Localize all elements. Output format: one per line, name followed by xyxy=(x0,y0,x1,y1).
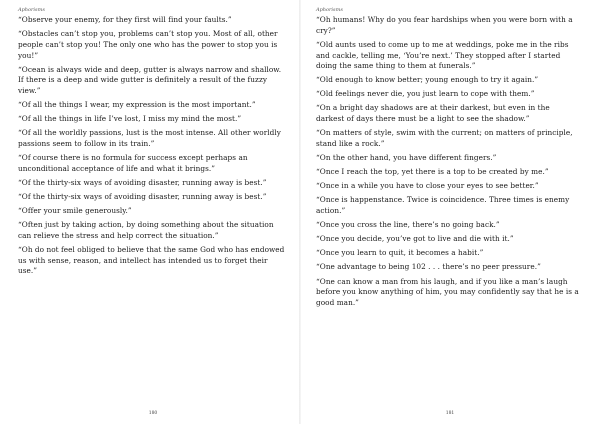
quote: “On the other hand, you have different fingers.” xyxy=(316,153,497,163)
quote: “Ocean is always wide and deep, gutter is always narrow and shallow. If there is a deep and wide gutter is definitely a result of the fuzzy view.” xyxy=(18,64,282,95)
running-head: Aphorisms xyxy=(18,7,45,13)
quote: “On a bright day shadows are at their darkest, but even in the darkest of days there must be a light to see the shadow.” xyxy=(316,103,550,124)
right-page xyxy=(300,0,600,424)
quote: “One can know a man from his laugh, and if you like a man’s laugh before you know anything of him, you may confidently say that he is a good man.” xyxy=(316,276,579,307)
quote: “Observe your enemy, for they first will find your faults.” xyxy=(18,15,232,24)
quote: “On matters of style, swim with the current; on matters of principle, stand like a rock.” xyxy=(316,128,573,148)
quote: “Of all the worldly passions, lust is the most intense. All other worldly passions seem to follow in its train.” xyxy=(18,128,281,148)
quote: “Old enough to know better; young enough to try it again.” xyxy=(316,75,539,85)
running-head: Aphorisms xyxy=(316,7,343,13)
quote: “One advantage to being 102 . . . there’s no peer pressure.” xyxy=(316,262,541,272)
quote: “Once you learn to quit, it becomes a habit.” xyxy=(316,248,484,258)
quote: “Old feelings never die, you just learn to cope with them.” xyxy=(316,89,535,99)
quote: “Offer your smile generously.” xyxy=(18,206,132,216)
quote: “Once in a while you have to close your eyes to see better.” xyxy=(316,181,539,191)
quote: “Of all the things I wear, my expression is the most important.” xyxy=(18,100,256,110)
quote: “Of the thirty-six ways of avoiding disaster, running away is best.” xyxy=(18,177,267,187)
quote: “Once you decide, you’ve got to live and die with it.” xyxy=(316,234,514,244)
quote: “Oh do not feel obliged to believe that the same God who has endowed us with sense, reason, and intellect has intended us to forget their use.” xyxy=(18,244,285,276)
quote: “Oh humans! Why do you fear hardships when you were born with a cry?” xyxy=(316,15,573,35)
quote-list xyxy=(316,15,580,309)
quote: “Often just by taking action, by doing something about the situation can relieve the stress and help correct the situation.” xyxy=(18,220,274,240)
quote: “Once is happenstance. Twice is coincidence. Three times is enemy action.” xyxy=(316,195,570,216)
quote-list xyxy=(18,15,288,277)
quote: “Of course there is no formula for success except perhaps an unconditional acceptance of life and what it brings.” xyxy=(18,153,248,173)
quote: “Of the thirty-six ways of avoiding disaster, running away is best.” xyxy=(18,191,267,201)
quote: “Once you cross the line, there’s no going back.” xyxy=(316,220,500,230)
quote: “Obstacles can’t stop you, problems can’t stop you. Most of all, other people can’t stop you! The only one who has the power to stop you is you!” xyxy=(18,29,278,60)
quote: “Of all the things in life I’ve lost, I miss my mind the most.” xyxy=(18,114,242,124)
quote: “Old aunts used to come up to me at weddings, poke me in the ribs and cackle, telling me, ‘You’re next.’ They stopped after I started doing the same thing to them at funerals.” xyxy=(316,39,569,71)
page-number: 181 xyxy=(445,411,455,416)
page-number: 180 xyxy=(148,411,158,416)
quote: “Once I reach the top, yet there is a top to be created by me.” xyxy=(316,167,549,177)
